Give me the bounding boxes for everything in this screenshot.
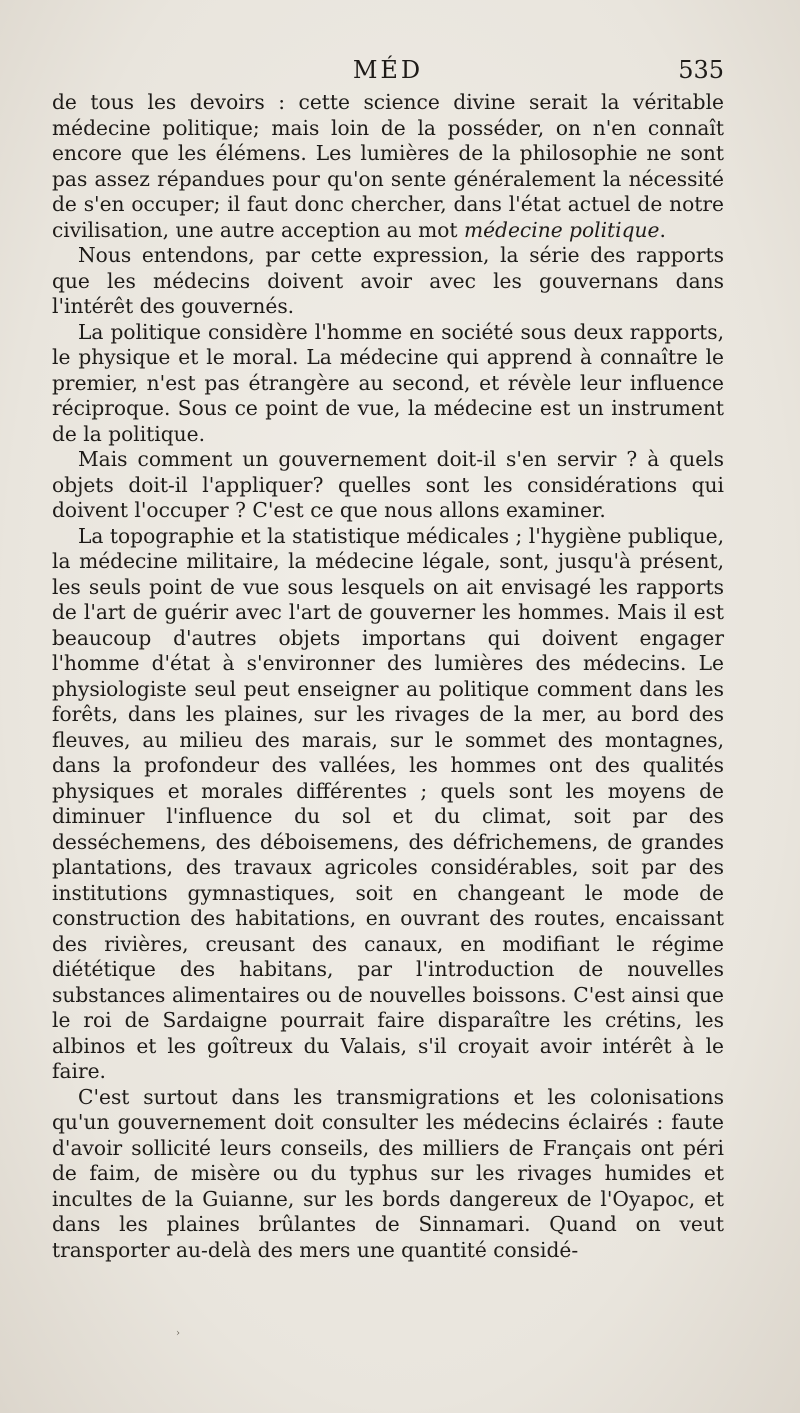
page-body — [52, 90, 724, 1263]
running-head: MÉD — [352, 56, 424, 84]
page-number: 535 — [678, 56, 724, 84]
paragraph — [52, 90, 724, 243]
paragraph-text: de tous les devoirs : cette science divine serait la véritable médecine politique; mais loin de la posséder, on n'en connaît encore que les élémens. Les lumières de la philosophie ne sont pas assez répandues pour qu'on sente généralement la nécessité de s'en occuper; il faut donc chercher, dans l'état actuel de notre civilisation, une autre acception au mot — [52, 90, 724, 242]
paragraph: Mais comment un gouvernement doit-il s'en servir ? à quels objets doit-il l'appliquer? quelles sont les considérations qui doivent l'occuper ? C'est ce que nous allons examiner. — [52, 447, 724, 522]
page-header — [52, 52, 724, 88]
paragraph: La topographie et la statistique médicales ; l'hygiène publique, la médecine militaire, la médecine légale, sont, jusqu'à présent, les seuls point de vue sous lesquels on ait envisagé les rapports de l'art de guérir avec l'art de gouverner les hommes. Mais il est beaucoup d'autres objets importans qui doivent engager l'homme d'état à s'environner des lumières des médecins. Le physiologiste seul peut enseigner au politique comment dans les forêts, dans les plaines, sur les rivages de la mer, au bord des fleuves, au milieu des marais, sur le sommet des montagnes, dans la profondeur des vallées, les hommes ont des qualités physiques et morales différentes ; quels sont les moyens de diminuer l'influence du sol et du climat, soit par des desséchemens, des déboisemens, des défrichemens, de grandes plantations, des travaux agricoles considérables, soit par des institutions gymnastiques, soit en changeant le mode de construction des habitations, en ouvrant des routes, encaissant des rivières, creusant des canaux, en modifiant le régime diététique des habitans, par l'introduction de nouvelles substances alimentaires ou de nouvelles boissons. C'est ainsi que le roi de Sardaigne pourrait faire disparaître les crétins, les albinos et les goîtreux du Valais, s'il croyait avoir intérêt à le faire. — [52, 523, 724, 1083]
paper-speck: › — [176, 1328, 180, 1339]
emphasized-term: médecine politique — [463, 217, 660, 242]
paragraph-end: . — [659, 217, 666, 242]
paragraph: La politique considère l'homme en société sous deux rapports, le physique et le moral. La médecine qui apprend à connaître le premier, n'est pas étrangère au second, et révèle leur influence réciproque. Sous ce point de vue, la médecine est un instrument de la politique. — [52, 319, 724, 446]
paragraph: C'est surtout dans les transmigrations et les colonisations qu'un gouvernement doit consulter les médecins éclairés : faute d'avoir sollicité leurs conseils, des milliers de Français ont péri de faim, de misère ou du typhus sur les rivages humides et incultes de la Guianne, sur les bords dangereux de l'Oyapoc, et dans les plaines brûlantes de Sinnamari. Quand on veut transporter au-delà des mers une quantité considé- — [52, 1084, 724, 1262]
paragraph: Nous entendons, par cette expression, la série des rapports que les médecins doivent avoir avec les gouvernans dans l'intérêt des gouvernés. — [52, 243, 724, 318]
